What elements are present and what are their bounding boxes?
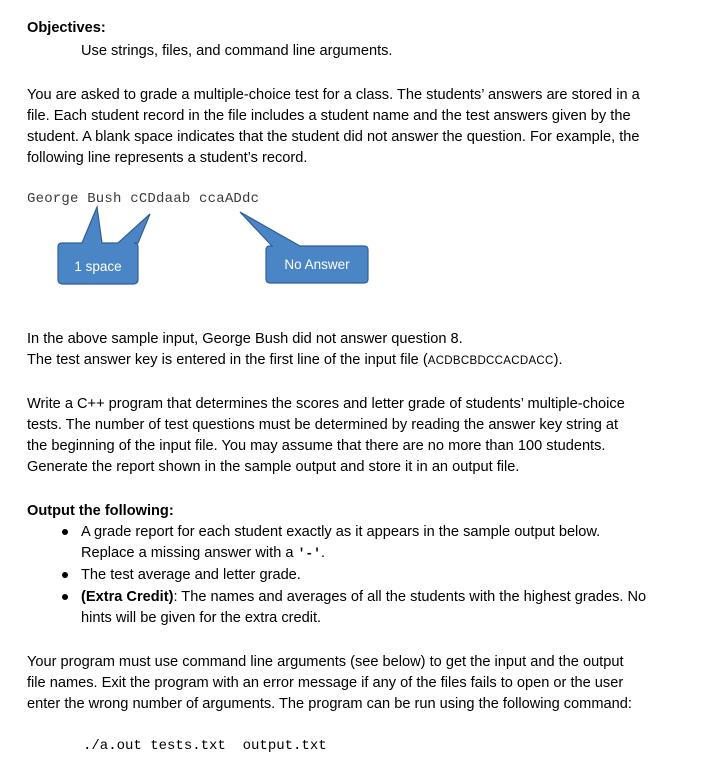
objectives-text: Use strings, files, and command line arguments. — [81, 43, 393, 59]
callout-space-label: 1 space — [74, 259, 122, 274]
extra-credit-label: (Extra Credit) — [81, 589, 174, 605]
run-command: ./a.out tests.txt output.txt — [83, 738, 327, 754]
task-line: Write a C++ program that determines the scores and letter grade of students’ multiple-choice — [27, 396, 625, 412]
intro-line: You are asked to grade a multiple-choice test for a class. The students’ answers are stored in a — [27, 87, 640, 103]
cli-line: Your program must use command line arguments (see below) to get the input and the output — [27, 654, 624, 670]
objectives-heading: Objectives: — [27, 20, 106, 36]
output-item-line — [81, 543, 325, 564]
intro-line: following line represents a student’s record. — [27, 150, 308, 166]
extra-credit-text: : The names and averages of all the students with the highest grades. No — [173, 589, 647, 605]
output-item-suffix: . — [320, 545, 326, 561]
explanation-prefix: The test answer key is entered in the first line of the input file ( — [27, 352, 428, 368]
callout-no-answer-label: No Answer — [284, 257, 350, 272]
output-heading: Output the following: — [27, 503, 174, 519]
output-item-line: hints will be given for the extra credit. — [81, 610, 322, 626]
task-line: the beginning of the input file. You may assume that there are no more than 100 students. — [27, 438, 606, 454]
cli-line: enter the wrong number of arguments. The program can be run using the following command: — [27, 696, 632, 712]
bullet-icon — [62, 529, 68, 535]
bullet-icon — [62, 572, 68, 578]
task-line: Generate the report shown in the sample output and store it in an output file. — [27, 459, 520, 475]
output-item-line — [81, 587, 646, 608]
output-item-line: A grade report for each student exactly as it appears in the sample output below. — [81, 524, 601, 540]
answer-key: ACDBCBDCCACDACC — [427, 355, 554, 367]
bullet-icon — [62, 594, 68, 600]
explanation-suffix: ). — [553, 352, 563, 368]
explanation-line — [27, 350, 563, 372]
cli-line: file names. Exit the program with an error message if any of the files fails to open or the user — [27, 675, 624, 691]
task-line: tests. The number of test questions must be determined by reading the answer key string at — [27, 417, 619, 433]
explanation-line: In the above sample input, George Bush did not answer question 8. — [27, 331, 463, 347]
missing-answer-code: '-' — [297, 546, 321, 561]
output-item-prefix: Replace a missing answer with a — [81, 545, 298, 561]
intro-line: student. A blank space indicates that the student did not answer the question. For example, the — [27, 129, 640, 145]
sample-record: George Bush cCDdaab ccaADdc — [27, 191, 260, 207]
output-item-line: The test average and letter grade. — [81, 567, 301, 583]
intro-line: file. Each student record in the file includes a student name and the test answers given by the — [27, 108, 631, 124]
